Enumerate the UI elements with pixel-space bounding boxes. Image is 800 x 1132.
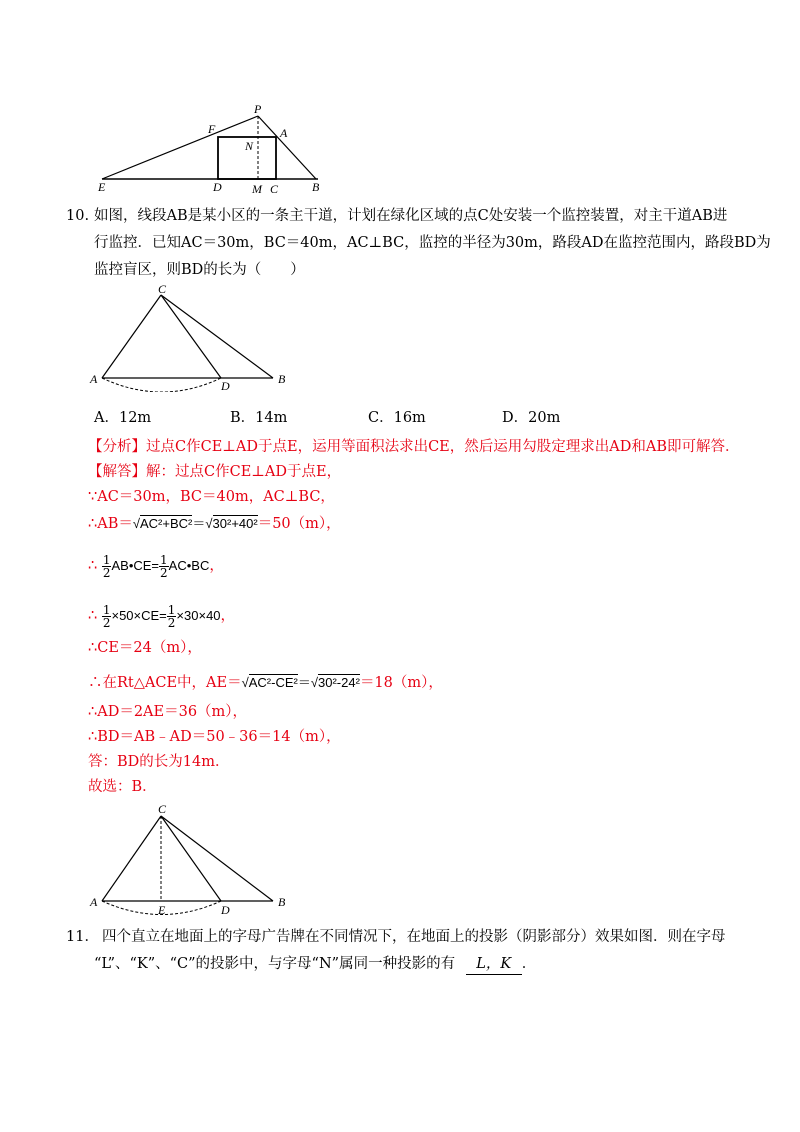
label-e: E (98, 180, 106, 194)
ae-result: ＝18（m）， (359, 675, 443, 691)
q10-figure (88, 282, 298, 392)
comma-1: ， (209, 558, 224, 574)
solution-analysis: 【分析】过点C作CE⊥AD于点E，运用等面积法求出CE，然后运用勾股定理求出AD和AB即可解答． (88, 439, 740, 455)
fig2-label-b: B (278, 895, 286, 909)
top-geometry-figure (90, 100, 330, 195)
ae-radicand-2: 30²-24² (318, 675, 360, 690)
segment-cd (161, 295, 221, 378)
solution-ab-line: ∴AB＝√AC²+BC²＝√30²+40²＝50（m）， (88, 516, 341, 532)
solution-answer-line: 答：BD的长为14m． (88, 754, 230, 770)
ab-result: ＝50（m）， (257, 516, 341, 532)
solution-area-line (88, 550, 224, 582)
q10-line-2: 行监控．已知AC＝30m，BC＝40m，AC⊥BC，监控的半径为30m，路段AD在监控范围内，路段BD为 (94, 235, 771, 251)
option-d: D．20m (502, 410, 561, 426)
label-c: C (270, 182, 279, 195)
frac-den-1: 2 (102, 565, 111, 580)
ae-radicand-1: AC²-CE² (248, 675, 298, 690)
frac-den-4: 2 (167, 615, 176, 630)
q10-line-1: 如图，线段AB是某小区的一条主干道，计划在绿化区域的点C处安装一个监控装置，对主干道AB进 (94, 208, 728, 224)
solution-choice: 故选：B． (88, 779, 157, 795)
label-f: F (208, 122, 216, 136)
solution-numeric-line (88, 600, 235, 632)
fig2-label-a: A (90, 895, 98, 909)
fig1-label-b: B (278, 372, 286, 386)
label-a: A (280, 126, 288, 140)
frac-num-2: 1 (160, 552, 168, 567)
fig2-label-c: C (158, 802, 167, 816)
label-p: P (254, 102, 262, 116)
q11-line-2 (94, 954, 536, 975)
label-d: D (213, 180, 222, 194)
q10-line-3: 监控盲区，则BD的长为（ ） (94, 262, 305, 278)
segment-cd-2 (161, 816, 221, 901)
ab-radicand-2: 30²+40² (212, 516, 258, 531)
fig1-label-c: C (158, 282, 167, 296)
frac-num-1: 1 (102, 552, 111, 567)
ae-eq: ＝ (297, 675, 311, 690)
label-b: B (312, 180, 320, 194)
ab-radicand-1: AC²+BC² (140, 516, 193, 531)
comma-2: ， (220, 608, 236, 624)
q11-end: ． (521, 956, 537, 972)
q11-number: 11． (66, 929, 99, 945)
ae-prefix: ∴在Rt△ACE中，AE＝ (88, 675, 242, 691)
frac-den-2: 2 (160, 565, 168, 580)
fig2-label-d: D (221, 903, 230, 917)
label-m: M (252, 182, 262, 195)
line-ep (102, 116, 258, 179)
q11-line-2-text: “L”、“K”、“C”的投影中，与字母“N”属同一种投影的有 (94, 956, 456, 972)
area-right: AC•BC (168, 558, 210, 573)
ab-prefix: ∴AB＝ (88, 516, 133, 532)
option-c: C．16m (368, 410, 426, 426)
q11-line-1: 四个直立在地面上的字母广告牌在不同情况下，在地面上的投影（阴影部分）效果如图．则在字母 (102, 929, 726, 945)
fig2-label-e: E (158, 903, 166, 917)
frac-num-3: 1 (102, 602, 111, 617)
solution-bd-line: ∴BD＝AB﹣AD＝50﹣36＝14（m）， (88, 729, 341, 745)
solution-answer-head: 【解答】解：过点C作CE⊥AD于点E， (88, 464, 342, 480)
frac-den-3: 2 (102, 615, 111, 630)
therefore-2: ∴ (88, 608, 98, 624)
segment-ca (102, 295, 161, 378)
solution-ae-line: ∴在Rt△ACE中，AE＝√AC²-CE²＝√30²-24²＝18（m）， (88, 675, 443, 691)
label-n: N (245, 139, 254, 153)
ab-eq: ＝ (192, 516, 206, 531)
monitor-arc (102, 378, 221, 392)
solution-ce-line: ∴CE＝24（m）， (88, 640, 202, 656)
solution-ad-line: ∴AD＝2AE＝36（m）， (88, 704, 248, 720)
q10-number: 10. (66, 208, 90, 224)
therefore-1: ∴ (88, 558, 98, 574)
fig1-label-d: D (221, 379, 230, 392)
solution-figure (88, 800, 298, 918)
option-b: B．14m (230, 410, 288, 426)
segment-cb-2 (161, 816, 273, 901)
solution-given: ∵AC＝30m，BC＝40m，AC⊥BC， (88, 489, 335, 505)
nums-right: ×30×40 (176, 608, 221, 623)
frac-num-4: 1 (167, 602, 176, 617)
q11-answer-blank: L，K (466, 954, 522, 975)
fig1-label-a: A (90, 372, 98, 386)
segment-cb (161, 295, 273, 378)
option-a: A．12m (94, 410, 152, 426)
nums-left: ×50×CE= (111, 608, 167, 623)
area-left: AB•CE= (111, 558, 160, 573)
segment-ca-2 (102, 816, 161, 901)
